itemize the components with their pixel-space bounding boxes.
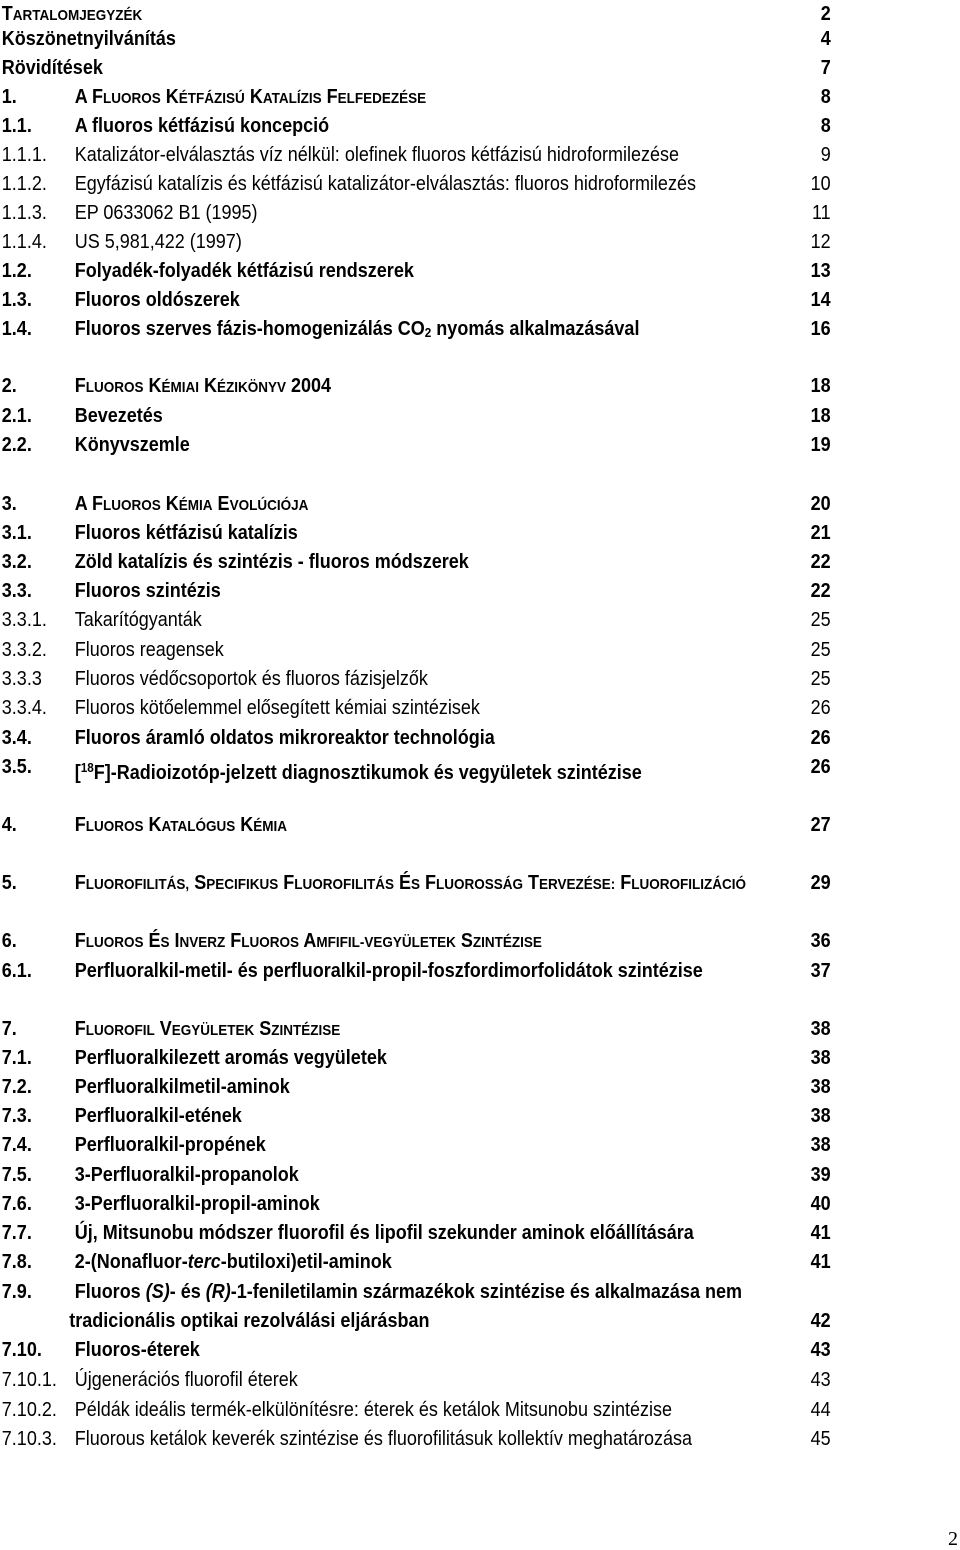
toc-title-part: Fluoros szerves fázis-homogenizálás CO — [74, 318, 425, 340]
toc-entry-7-9-continued[interactable] — [0, 1307, 864, 1336]
toc-title: 3-Perfluoralkil-propil-aminok — [74, 1193, 320, 1215]
toc-page: 38 — [810, 1018, 831, 1040]
toc-number: 6.1. — [1, 960, 32, 982]
toc-title-italic: (R) — [205, 1281, 231, 1303]
toc-page: 9 — [820, 144, 831, 166]
toc-number: 7.4. — [1, 1134, 32, 1156]
toc-number: 1.1.3. — [1, 202, 47, 224]
toc-number: 2.1. — [1, 405, 32, 427]
toc-page: 40 — [810, 1193, 831, 1215]
toc-number: 7.5. — [1, 1164, 32, 1186]
toc-page: 13 — [810, 260, 831, 282]
toc-number: 7.8. — [1, 1251, 32, 1273]
toc-title-text: FLUOROS KÉMIAI KÉZIKÖNYV 2004 — [74, 375, 332, 397]
toc-entry-3-3-1[interactable] — [0, 606, 864, 635]
toc-title: Rövidítések — [1, 57, 103, 79]
toc-entry-7-10-1[interactable] — [0, 1366, 864, 1395]
toc-title-part: - és — [169, 1281, 206, 1303]
toc-number: 1.3. — [1, 289, 32, 311]
toc-entry-7-5[interactable] — [0, 1161, 864, 1190]
toc-title-text: FLUOROFIL VEGYÜLETEK SZINTÉZISE — [74, 1018, 341, 1040]
toc-page: 22 — [810, 580, 831, 602]
toc-page: 38 — [810, 1047, 831, 1069]
toc-entry-7-8[interactable] — [0, 1248, 864, 1277]
toc-page: 27 — [810, 814, 831, 836]
toc-number: 3.3.3 — [1, 668, 42, 690]
toc-title-italic: (S) — [145, 1281, 170, 1303]
toc-entry-koszonetnyilvanitas[interactable] — [0, 25, 864, 54]
toc-number: 6. — [1, 930, 17, 952]
toc-number: 3.5. — [1, 756, 32, 778]
toc-entry-3-5[interactable] — [0, 753, 864, 782]
toc-title: Fluoros védőcsoportok és fluoros fázisjelzők — [74, 668, 428, 690]
toc-page: 18 — [810, 405, 831, 427]
toc-entry-1-3[interactable] — [0, 286, 864, 315]
toc-number: 1.1.2. — [1, 173, 47, 195]
toc-entry-1-1-2[interactable] — [0, 170, 864, 199]
toc-number: 1.1.4. — [1, 231, 47, 253]
subscript: 2 — [424, 325, 432, 340]
toc-page: 12 — [810, 231, 831, 253]
toc-title — [75, 490, 309, 520]
toc-title: Perfluoralkilmetil-aminok — [74, 1076, 290, 1098]
toc-page: 42 — [810, 1310, 831, 1332]
toc-entry-7-10-3[interactable] — [0, 1425, 864, 1454]
toc-title — [75, 811, 287, 841]
toc-entry-3-3[interactable] — [0, 577, 864, 606]
toc-entry-6-1[interactable] — [0, 957, 864, 986]
toc-title — [75, 1248, 392, 1277]
toc-title-part: -butiloxi)etil-aminok — [220, 1251, 392, 1273]
toc-page: 26 — [810, 727, 831, 749]
toc-title: Fluoros kötőelemmel elősegített kémiai szintézisek — [74, 697, 480, 719]
toc-page: 10 — [810, 173, 831, 195]
toc-title: Fluoros áramló oldatos mikroreaktor technológia — [74, 727, 495, 749]
toc-entry-2-2[interactable] — [0, 431, 864, 460]
toc-number: 5. — [1, 872, 17, 894]
toc-entry-1-1[interactable] — [0, 112, 864, 141]
toc-title: A fluoros kétfázisú koncepció — [74, 115, 330, 137]
superscript: 18 — [80, 760, 94, 775]
toc-title-text: FLUOROS KATALÓGUS KÉMIA — [74, 814, 287, 836]
toc-title: Katalizátor-elválasztás víz nélkül: olefinek fluoros kétfázisú hidroformilezése — [74, 144, 679, 166]
toc-title — [75, 1015, 341, 1045]
toc-title: Perfluoralkil-metil- és perfluoralkil-propil-foszfordimorfolidátok szintézise — [74, 960, 703, 982]
toc-page: 26 — [810, 756, 831, 778]
toc-page: 8 — [820, 115, 831, 137]
toc-entry-3-3-3[interactable] — [0, 665, 864, 694]
toc-page: 41 — [810, 1222, 831, 1244]
toc-title: Új, Mitsunobu módszer fluorofil és lipofil szekunder aminok előállítására — [74, 1222, 694, 1244]
toc-number: 3.3. — [1, 580, 32, 602]
toc-entry-3-4[interactable] — [0, 724, 864, 753]
toc-page: 11 — [812, 202, 831, 224]
toc-page: 19 — [810, 434, 831, 456]
toc-title: tradicionális optikai rezolválási eljárásban — [69, 1310, 430, 1332]
toc-page: 43 — [810, 1339, 831, 1361]
toc-title-part: [ — [74, 762, 81, 784]
toc-entry-1[interactable] — [0, 83, 864, 112]
toc-page: 20 — [810, 493, 831, 515]
toc-entry-7[interactable] — [0, 1015, 864, 1044]
toc-entry-2[interactable] — [0, 372, 864, 401]
toc-entry-3-2[interactable] — [0, 548, 864, 577]
toc-title: Fluoros reagensek — [74, 639, 224, 661]
toc-page: 21 — [810, 522, 831, 544]
toc-title — [75, 753, 642, 788]
toc-title — [75, 83, 426, 113]
toc-title: Zöld katalízis és szintézis - fluoros módszerek — [74, 551, 469, 573]
toc-page: 25 — [810, 668, 831, 690]
toc-number: 1.4. — [1, 318, 32, 340]
toc-title: Könyvszemle — [74, 434, 190, 456]
toc-title-text: A FLUOROS KÉMIA EVOLÚCIÓJA — [74, 493, 309, 515]
toc-page: 25 — [810, 609, 831, 631]
toc-number: 7. — [1, 1018, 17, 1040]
page-number: 2 — [948, 1528, 958, 1550]
toc-entry-2-1[interactable] — [0, 402, 864, 431]
toc-title: Folyadék-folyadék kétfázisú rendszerek — [74, 260, 414, 282]
toc-title — [75, 869, 746, 899]
toc-number: 7.6. — [1, 1193, 32, 1215]
toc-page: 44 — [810, 1399, 831, 1421]
toc-title: Perfluoralkil-etének — [74, 1105, 242, 1127]
toc-page: 25 — [810, 639, 831, 661]
toc-number: 2.2. — [1, 434, 32, 456]
toc-title-text: A FLUOROS KÉTFÁZISÚ KATALÍZIS FELFEDEZÉSE — [74, 86, 427, 108]
toc-title-part: 2-(Nonafluor- — [74, 1251, 188, 1273]
toc-title-part: nyomás alkalmazásával — [431, 318, 640, 340]
toc-title: Fluoros-éterek — [74, 1339, 200, 1361]
toc-page: 14 — [810, 289, 831, 311]
toc-title-text: FLUOROFILITÁS, SPECIFIKUS FLUOROFILITÁS ÉS FLUOROSSÁG TERVEZÉSE: FLUOROFILIZÁCIÓ — [74, 872, 747, 894]
toc-title-part: F]-Radioizotóp-jelzett diagnosztikumok és vegyületek szintézise — [93, 762, 642, 784]
toc-page: 7 — [820, 57, 831, 79]
toc-number: 7.9. — [1, 1281, 32, 1303]
toc-entry-5[interactable] — [0, 869, 864, 898]
toc-page: 22 — [810, 551, 831, 573]
toc-number: 3.4. — [1, 727, 32, 749]
toc-page: 8 — [820, 86, 831, 108]
toc-page: 2 — [820, 3, 831, 25]
toc-title-text: FLUOROS ÉS INVERZ FLUOROS AMFIFIL-VEGYÜLETEK SZINTÉZISE — [74, 930, 542, 952]
toc-page: 37 — [810, 960, 831, 982]
toc-page: 39 — [810, 1164, 831, 1186]
toc-page: 18 — [810, 375, 831, 397]
toc-number: 7.1. — [1, 1047, 32, 1069]
toc-title — [75, 372, 331, 402]
toc-entry-7-3[interactable] — [0, 1102, 864, 1131]
toc-page: 41 — [810, 1251, 831, 1273]
toc-title: Takarítógyanták — [74, 609, 202, 631]
toc-page: 38 — [810, 1076, 831, 1098]
toc-number: 7.7. — [1, 1222, 32, 1244]
toc-title: Köszönetnyilvánítás — [1, 28, 176, 50]
toc-number: 1.2. — [1, 260, 32, 282]
toc-number: 1.1. — [1, 115, 32, 137]
toc-entry-1-1-3[interactable] — [0, 199, 864, 228]
toc-number: 7.10.3. — [1, 1428, 57, 1450]
toc-title — [75, 927, 542, 957]
toc-number: 4. — [1, 814, 17, 836]
toc-number: 7.10.1. — [1, 1369, 57, 1391]
toc-title: Egyfázisú katalízis és kétfázisú katalizátor-elválasztás: fluoros hidroformilezés — [74, 173, 696, 195]
toc-title: Fluoros oldószerek — [74, 289, 240, 311]
toc-number: 7.2. — [1, 1076, 32, 1098]
toc-page: 4 — [820, 28, 831, 50]
toc-title: US 5,981,422 (1997) — [74, 231, 242, 253]
toc-entry-1-1-4[interactable] — [0, 228, 864, 257]
toc-page: 38 — [810, 1105, 831, 1127]
toc-title — [75, 315, 640, 347]
toc-page: 38 — [810, 1134, 831, 1156]
toc-page: 43 — [810, 1369, 831, 1391]
toc-title-part: -1-feniletilamin származékok szintézise és alkalmazása nem — [230, 1281, 742, 1303]
toc-entry-3-3-2[interactable] — [0, 636, 864, 665]
toc-number: 3.1. — [1, 522, 32, 544]
toc-title-italic: terc — [187, 1251, 221, 1273]
toc-page: 29 — [810, 872, 831, 894]
toc-title: Fluoros kétfázisú katalízis — [74, 522, 298, 544]
toc-title-text: TARTALOMJEGYZÉK — [1, 3, 143, 25]
toc-entry-7-7[interactable] — [0, 1219, 864, 1248]
toc-page: 36 — [810, 930, 831, 952]
toc-number: 1.1.1. — [1, 144, 47, 166]
toc-entry-1-2[interactable] — [0, 257, 864, 286]
toc-page: 45 — [810, 1428, 831, 1450]
toc-number: 3.3.1. — [1, 609, 47, 631]
toc-entry-1-1-1[interactable] — [0, 141, 864, 170]
toc-entry-7-10[interactable] — [0, 1336, 864, 1365]
toc-title: Perfluoralkil-propének — [74, 1134, 266, 1156]
toc-title: Példák ideális termék-elkülönítésre: éterek és ketálok Mitsunobu szintézise — [74, 1399, 672, 1421]
toc-entry-1-4[interactable] — [0, 315, 864, 344]
toc-number: 3. — [1, 493, 17, 515]
toc-title: EP 0633062 B1 (1995) — [74, 202, 258, 224]
toc-entry-7-9[interactable] — [0, 1278, 864, 1307]
toc-entry-7-6[interactable] — [0, 1190, 864, 1219]
toc-title: Fluorous ketálok keverék szintézise és fluorofilitásuk kollektív meghatározása — [74, 1428, 692, 1450]
toc-page: 16 — [810, 318, 831, 340]
toc-number: 3.3.4. — [1, 697, 47, 719]
toc-number: 7.3. — [1, 1105, 32, 1127]
toc-title: Bevezetés — [74, 405, 163, 427]
toc-title: 3-Perfluoralkil-propanolok — [74, 1164, 299, 1186]
toc-title — [75, 1278, 742, 1307]
toc-entry-3-1[interactable] — [0, 519, 864, 548]
toc-entry-7-4[interactable] — [0, 1131, 864, 1160]
toc-entry-7-1[interactable] — [0, 1044, 864, 1073]
toc-entry-6[interactable] — [0, 927, 864, 956]
toc-number: 3.3.2. — [1, 639, 47, 661]
toc-title: Perfluoralkilezett aromás vegyületek — [74, 1047, 387, 1069]
toc-number: 7.10.2. — [1, 1399, 57, 1421]
toc-title: Fluoros szintézis — [74, 580, 221, 602]
toc-entry-7-10-2[interactable] — [0, 1396, 864, 1425]
toc-number: 2. — [1, 375, 17, 397]
toc-entry-roviditesek[interactable] — [0, 54, 864, 83]
toc-page: 26 — [810, 697, 831, 719]
toc-entry-4[interactable] — [0, 811, 864, 840]
toc-entry-3[interactable] — [0, 490, 864, 519]
toc-number: 3.2. — [1, 551, 32, 573]
toc-number: 1. — [1, 86, 17, 108]
toc-title-part: Fluoros — [74, 1281, 146, 1303]
toc-number: 7.10. — [1, 1339, 42, 1361]
toc-entry-3-3-4[interactable] — [0, 694, 864, 723]
toc-entry-7-2[interactable] — [0, 1073, 864, 1102]
toc-title: Újgenerációs fluorofil éterek — [74, 1369, 298, 1391]
